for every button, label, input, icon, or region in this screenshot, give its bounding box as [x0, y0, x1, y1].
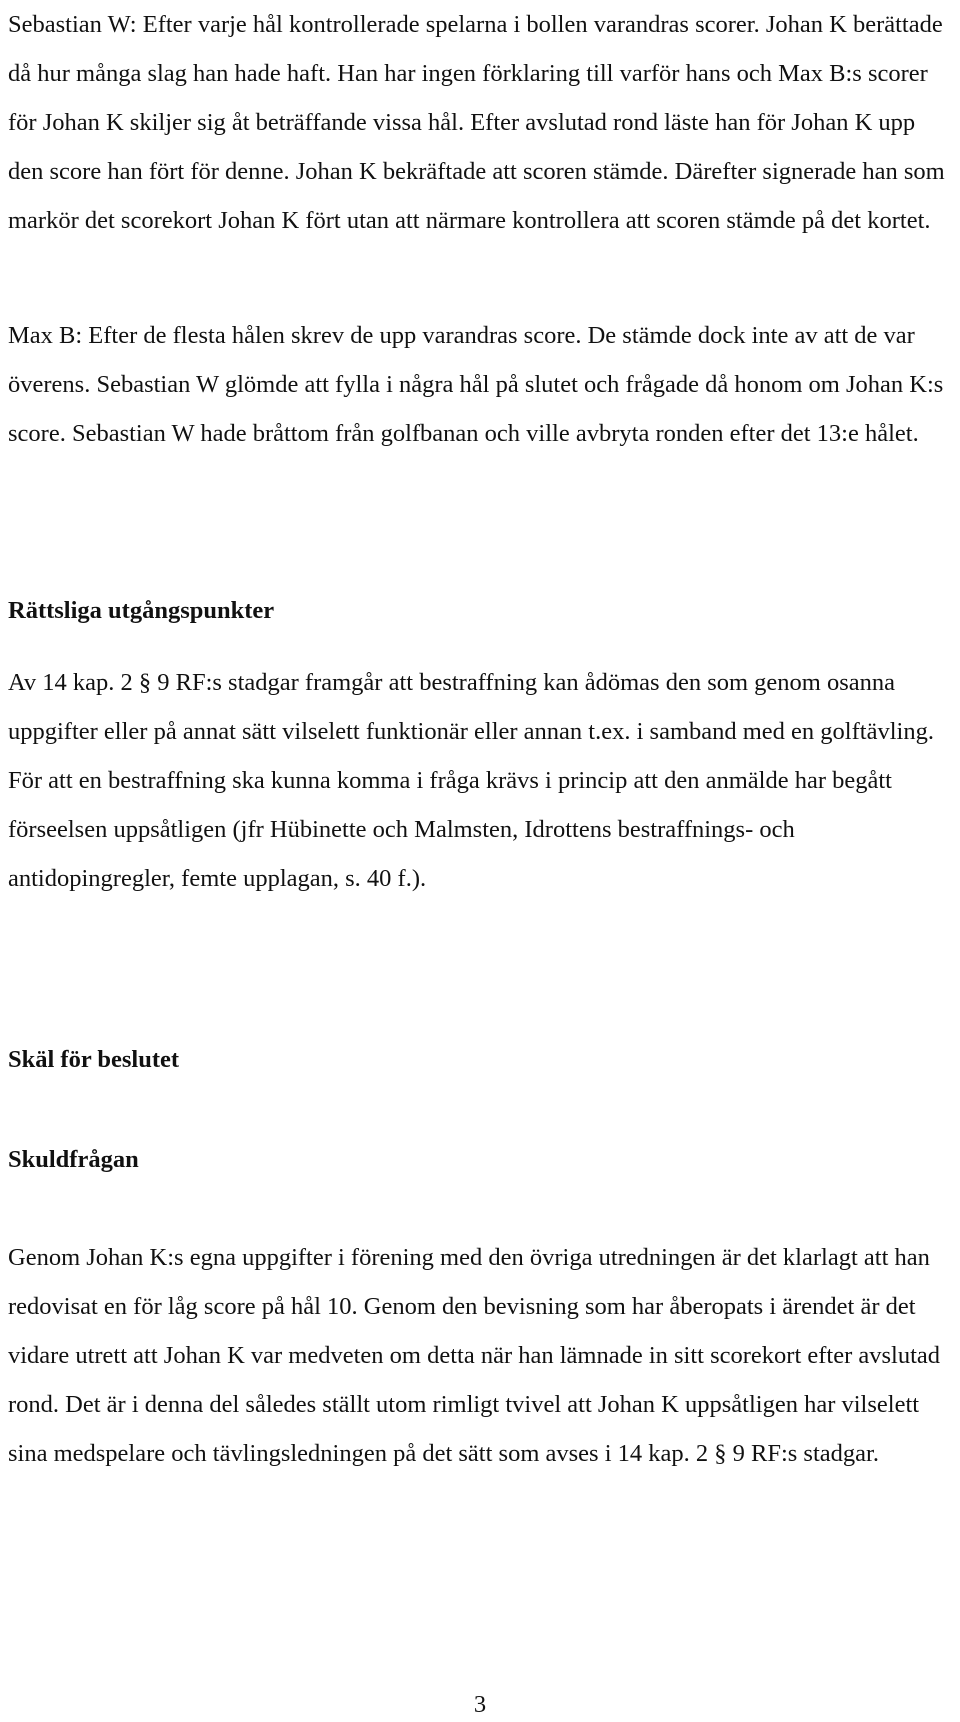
paragraph-guilt-question: Genom Johan K:s egna uppgifter i förening med den övriga utredningen är det klarlagt att han redovisat en för låg score på hål 10. Genom den bevisning som har åberopats i ärendet är det vidare utrett att Johan K var medveten om detta när han lämnade in sitt scorekort efter avslutad rond. Det är i denna del således ställt utom rimligt tvivel att Johan K uppsåtligen har vilselett sina medspelare och tävlingsledningen på det sätt som avses i 14 kap. 2 § 9 RF:s stadgar. [8, 1244, 941, 1467]
subheading-guilt-question: Skuldfrågan [8, 1146, 139, 1173]
paragraph-witness-sebastian: Sebastian W: Efter varje hål kontrollerade spelarna i bollen varandras scorer. Johan K berättade då hur många slag han hade haft. Han har ingen förklaring till varför hans och Max B:s scorer för Johan K skiljer sig åt beträffande vissa hål. Efter avslutad rond läste han för Johan K upp den score han fört för denne. Johan K bekräftade att scoren stämde. Därefter signerade han som markör det scorekort Johan K fört utan att närmare kontrollera att scoren stämde på det kortet. [8, 11, 945, 234]
paragraph-legal-basis: Av 14 kap. 2 § 9 RF:s stadgar framgår att bestraffning kan ådömas den som genom osanna uppgifter eller på annat sätt vilselett funktionär eller annan t.ex. i samband med en golftävling. För att en bestraffning ska kunna komma i fråga krävs i princip att den anmälde har begått förseelsen uppsåtligen (jfr Hübinette och Malmsten, Idrottens bestraffnings- och antidopingregler, femte upplagan, s. 40 f.). [8, 669, 934, 892]
heading-legal-basis: Rättsliga utgångspunkter [8, 597, 275, 624]
page-number: 3 [473, 1691, 487, 1718]
heading-reasons: Skäl för beslutet [8, 1046, 180, 1073]
paragraph-witness-max: Max B: Efter de flesta hålen skrev de upp varandras score. De stämde dock inte av att de var överens. Sebastian W glömde att fylla i några hål på slutet och frågade då honom om Johan K:s score. Sebastian W hade bråttom från golfbanan och ville avbryta ronden efter det 13:e hålet. [8, 322, 944, 447]
